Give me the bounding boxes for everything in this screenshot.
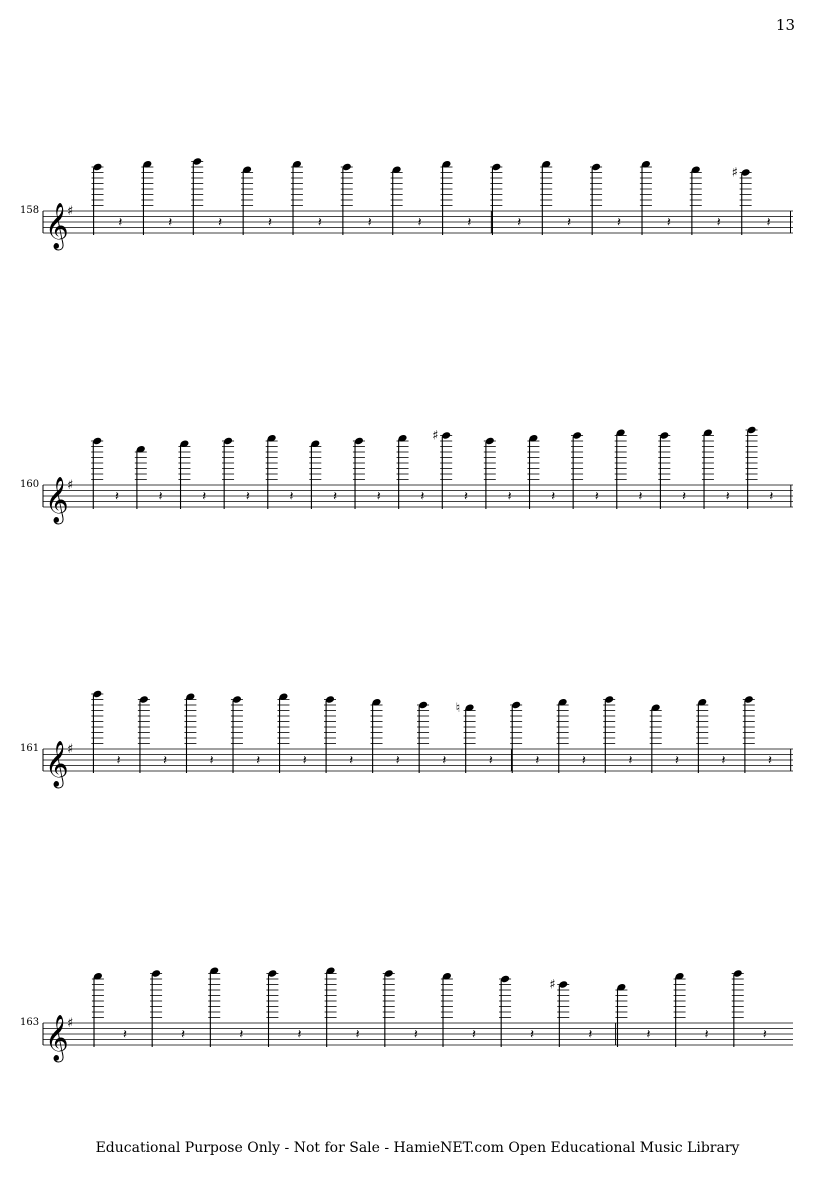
measure-number: 163 xyxy=(20,1017,40,1028)
quarter-rest-icon: 𝄽 xyxy=(114,489,119,505)
treble-clef-icon: 𝄞 xyxy=(45,203,69,249)
quarter-rest-icon: 𝄽 xyxy=(721,753,726,769)
quarter-rest-icon: 𝄽 xyxy=(638,489,643,505)
quarter-rest-icon: 𝄽 xyxy=(168,215,173,231)
quarter-rest-icon: 𝄽 xyxy=(302,753,307,769)
treble-clef-icon: 𝄞 xyxy=(45,477,69,523)
quarter-rest-icon: 𝄽 xyxy=(349,753,354,769)
quarter-rest-icon: 𝄽 xyxy=(376,489,381,505)
quarter-rest-icon: 𝄽 xyxy=(517,215,522,231)
quarter-rest-icon: 𝄽 xyxy=(704,1027,709,1043)
quarter-rest-icon: 𝄽 xyxy=(507,489,512,505)
treble-clef-icon: 𝄞 xyxy=(45,741,69,787)
quarter-rest-icon: 𝄽 xyxy=(417,215,422,231)
quarter-rest-icon: 𝄽 xyxy=(530,1027,535,1043)
quarter-rest-icon: 𝄽 xyxy=(116,753,121,769)
quarter-rest-icon: 𝄽 xyxy=(716,215,721,231)
page-number: 13 xyxy=(775,16,795,34)
quarter-rest-icon: 𝄽 xyxy=(766,215,771,231)
sharp-icon: ♯ xyxy=(432,428,439,444)
natural-icon: ♮ xyxy=(455,700,461,716)
quarter-rest-icon: 𝄽 xyxy=(471,1027,476,1043)
quarter-rest-icon: 𝄽 xyxy=(762,1027,767,1043)
measure-number: 158 xyxy=(20,205,40,216)
key-signature-sharp-icon: ♯ xyxy=(67,204,74,219)
treble-clef-icon: 𝄞 xyxy=(45,1015,69,1061)
quarter-rest-icon: 𝄽 xyxy=(218,215,223,231)
quarter-rest-icon: 𝄽 xyxy=(567,215,572,231)
quarter-rest-icon: 𝄽 xyxy=(202,489,207,505)
quarter-rest-icon: 𝄽 xyxy=(581,753,586,769)
quarter-rest-icon: 𝄽 xyxy=(488,753,493,769)
quarter-rest-icon: 𝄽 xyxy=(333,489,338,505)
quarter-rest-icon: 𝄽 xyxy=(297,1027,302,1043)
quarter-rest-icon: 𝄽 xyxy=(209,753,214,769)
quarter-rest-icon: 𝄽 xyxy=(118,215,123,231)
quarter-rest-icon: 𝄽 xyxy=(163,753,168,769)
quarter-rest-icon: 𝄽 xyxy=(420,489,425,505)
quarter-rest-icon: 𝄽 xyxy=(267,215,272,231)
quarter-rest-icon: 𝄽 xyxy=(463,489,468,505)
sharp-icon: ♯ xyxy=(731,165,738,181)
quarter-rest-icon: 𝄽 xyxy=(239,1027,244,1043)
quarter-rest-icon: 𝄽 xyxy=(594,489,599,505)
quarter-rest-icon: 𝄽 xyxy=(413,1027,418,1043)
quarter-rest-icon: 𝄽 xyxy=(367,215,372,231)
footer-text: Educational Purpose Only - Not for Sale - HamieNET.com Open Educational Music Library xyxy=(95,1140,740,1156)
quarter-rest-icon: 𝄽 xyxy=(442,753,447,769)
quarter-rest-icon: 𝄽 xyxy=(628,753,633,769)
quarter-rest-icon: 𝄽 xyxy=(395,753,400,769)
quarter-rest-icon: 𝄽 xyxy=(674,753,679,769)
quarter-rest-icon: 𝄽 xyxy=(289,489,294,505)
quarter-rest-icon: 𝄽 xyxy=(769,489,774,505)
quarter-rest-icon: 𝄽 xyxy=(122,1027,127,1043)
quarter-rest-icon: 𝄽 xyxy=(588,1027,593,1043)
quarter-rest-icon: 𝄽 xyxy=(317,215,322,231)
quarter-rest-icon: 𝄽 xyxy=(616,215,621,231)
quarter-rest-icon: 𝄽 xyxy=(768,753,773,769)
measure-number: 160 xyxy=(20,479,40,490)
quarter-rest-icon: 𝄽 xyxy=(551,489,556,505)
measure-number: 161 xyxy=(20,743,40,754)
quarter-rest-icon: 𝄽 xyxy=(646,1027,651,1043)
key-signature-sharp-icon: ♯ xyxy=(67,478,74,493)
quarter-rest-icon: 𝄽 xyxy=(181,1027,186,1043)
quarter-rest-icon: 𝄽 xyxy=(535,753,540,769)
quarter-rest-icon: 𝄽 xyxy=(467,215,472,231)
quarter-rest-icon: 𝄽 xyxy=(355,1027,360,1043)
quarter-rest-icon: 𝄽 xyxy=(158,489,163,505)
key-signature-sharp-icon: ♯ xyxy=(67,742,74,757)
sharp-icon: ♯ xyxy=(549,977,556,993)
quarter-rest-icon: 𝄽 xyxy=(725,489,730,505)
key-signature-sharp-icon: ♯ xyxy=(67,1016,74,1031)
quarter-rest-icon: 𝄽 xyxy=(682,489,687,505)
quarter-rest-icon: 𝄽 xyxy=(245,489,250,505)
quarter-rest-icon: 𝄽 xyxy=(256,753,261,769)
quarter-rest-icon: 𝄽 xyxy=(666,215,671,231)
